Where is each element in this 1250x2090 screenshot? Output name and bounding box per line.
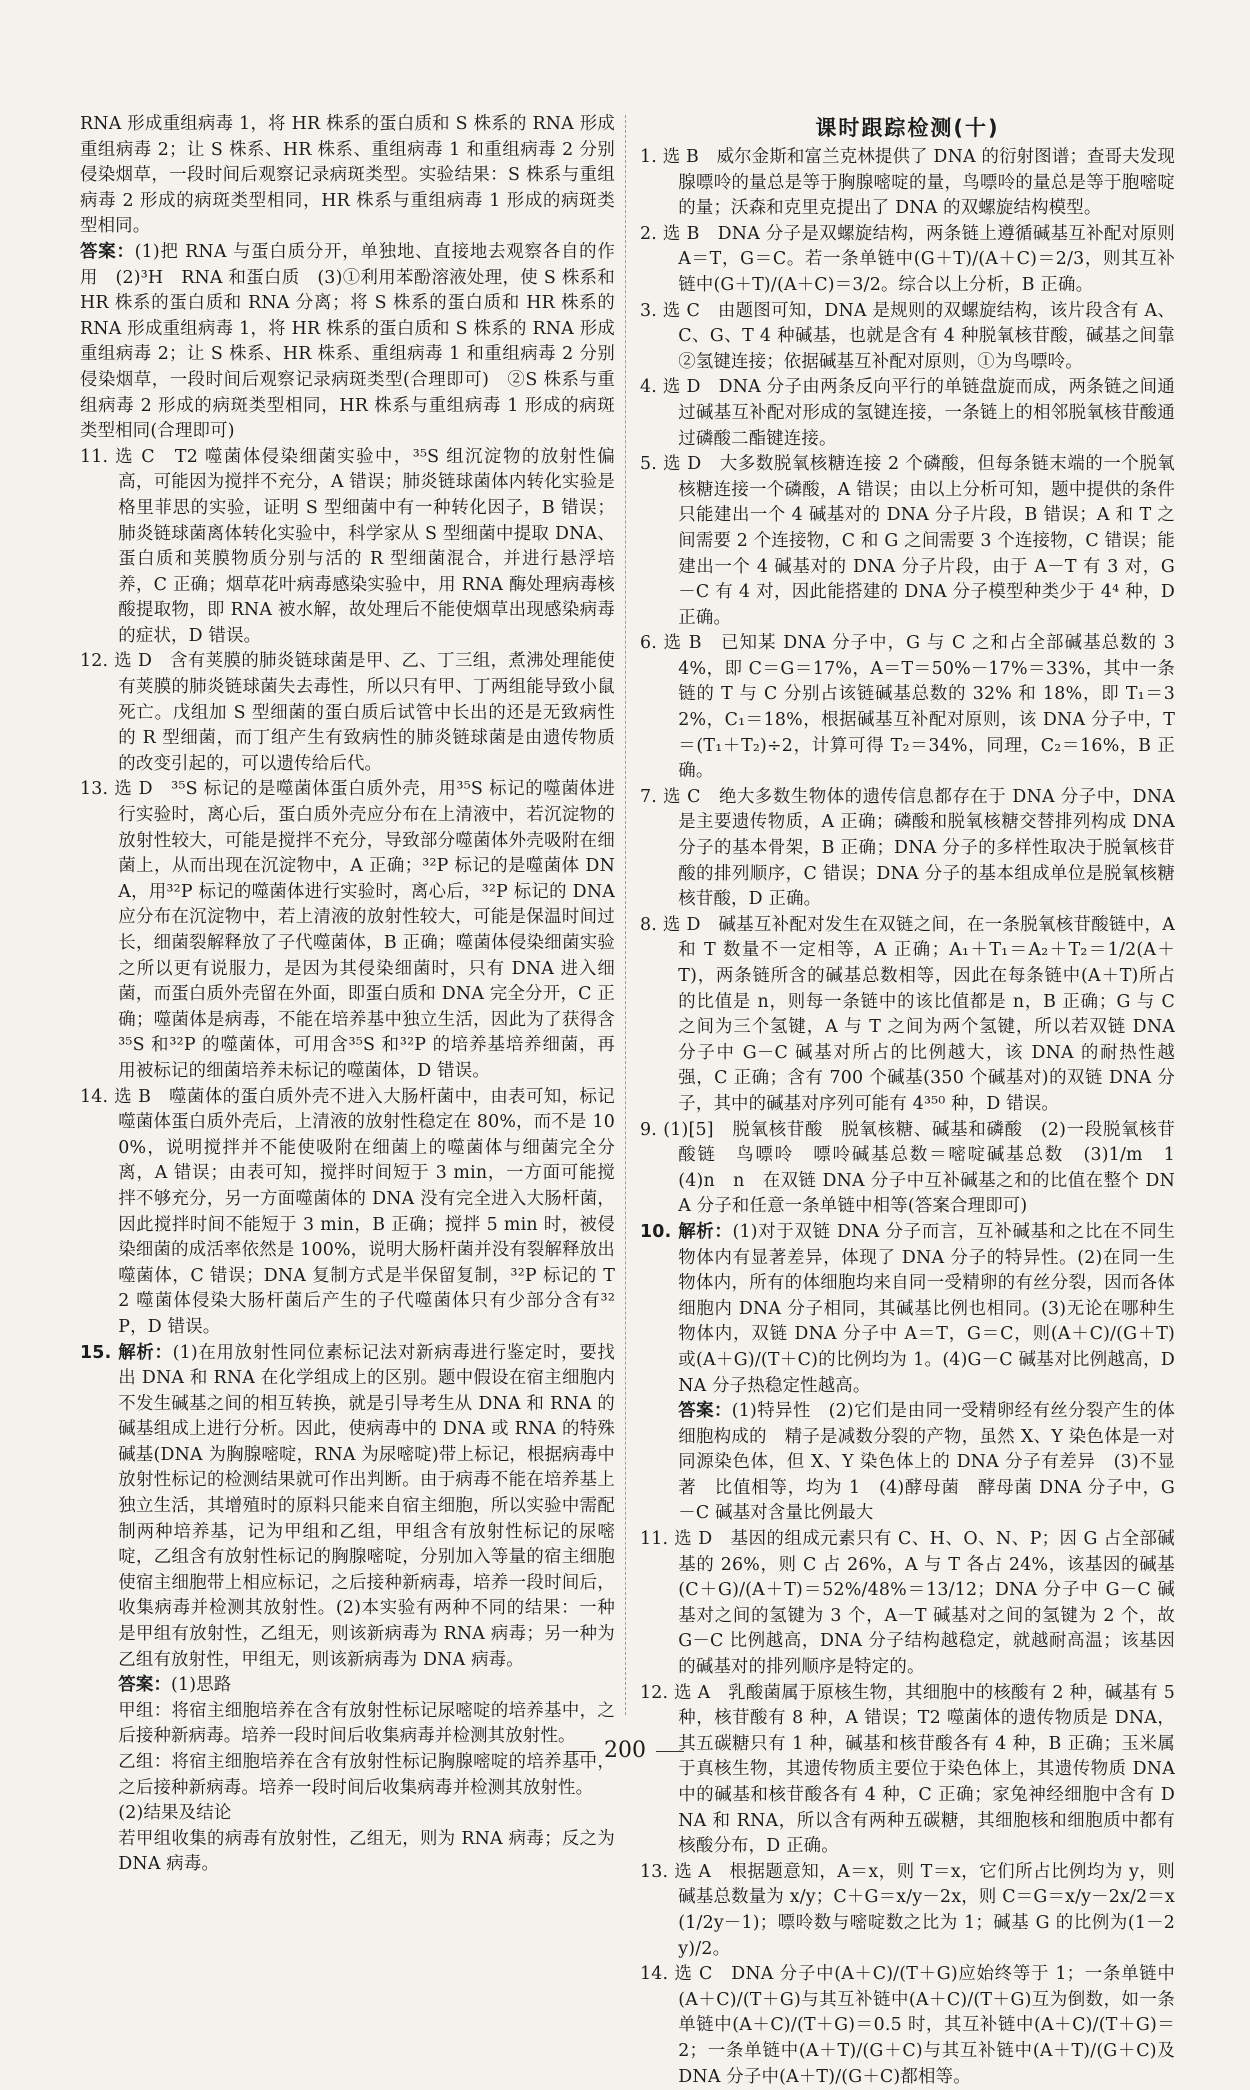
- question-10: [640, 1220, 1175, 1399]
- question-13: 13. 选 A 根据题意知，A＝x，则 T＝x，它们所占比例均为 y，则碱基总数量为 x/y；C＋G＝x/y－2x，则 C＝G＝x/y－2x/2＝x(1/2y－1)；嘌呤数与嘧啶数之比为 1；碱基 G 的比例为(1－2y)/2。: [640, 1861, 1175, 1959]
- question-6: 6. 选 B 已知某 DNA 分子中，G 与 C 之和占全部碱基总数的 34%，即 C＝G＝17%，A＝T＝50%－17%＝33%，其中一条链的 T 与 C 分别占该链碱基总数的 32% 和 18%，即 T₁＝32%，C₁＝18%，根据碱基互补配对原则，该 DNA 分子中，T＝(T₁＋T₂)÷2，计算可得 T₂＝34%，同理，C₂＝16%，B 正确。: [640, 633, 1175, 782]
- paragraph: RNA 形成重组病毒 1，将 HR 株系的蛋白质和 S 株系的 RNA 形成重组病毒 2；让 S 株系、HR 株系、重组病毒 1 和重组病毒 2 分别侵染烟草，一段时间后观察记录病斑类型。实验结果：S 株系与重组病毒 2 形成的病斑类型相同，HR 株系与重组病毒 1 形成的病斑类型相同。: [80, 114, 615, 237]
- question-12: 12. 选 A 乳酸菌属于原核生物，其细胞中的核酸有 2 种，碱基有 5 种，核苷酸有 8 种，A 错误；T2 噬菌体的遗传物质是 DNA，其五碳糖只有 1 种，碱基和核苷酸各有 4 种，B 正确；玉米属于真核生物，其遗传物质主要位于染色体上，其遗传物质 DNA 中的碱基和核苷酸各有 4 种，C 正确；家兔神经细胞中含有 DNA 和 RNA，所以含有两种五碳糖，其细胞核和细胞质中都有核酸分布，D 正确。: [640, 1682, 1175, 1857]
- question-8: 8. 选 D 碱基互补配对发生在双链之间，在一条脱氧核苷酸链中，A 和 T 数量不一定相等，A 正确；A₁＋T₁＝A₂＋T₂＝1/2(A＋T)，两条链所含的碱基总数相等，因此在每条链中(A＋T)所占的比值是 n，则每一条链中的该比值都是 n，B 正确；G 与 C 之间为三个氢键，A 与 T 之间为两个氢键，所以若双链 DNA 分子中 G－C 碱基对所占的比例越大，该 DNA 的耐热性越强，C 正确；含有 700 个碱基(350 个碱基对)的双链 DNA 分子，其中的碱基对序列可能有 4³⁵⁰ 种，D 错误。: [640, 914, 1175, 1114]
- question-9: 9. (1)[5] 脱氧核苷酸 脱氧核糖、碱基和磷酸 (2)一段脱氧核苷酸链 鸟嘌呤 嘌呤碱基总数＝嘧啶碱基总数 (3)1/m 1 (4)n n 在双链 DNA 分子中互补碱基之和的比值在整个 DNA 分子和任意一条单链中相等(答案合理即可): [640, 1119, 1193, 1217]
- page-number: 200: [604, 1738, 646, 1763]
- answer-line: 若甲组收集的病毒有放射性，乙组无，则为 RNA 病毒；反之为 DNA 病毒。: [118, 1828, 615, 1875]
- answer-line: (2)结果及结论: [118, 1803, 232, 1824]
- analysis-text: (1)对于双链 DNA 分子而言，互补碱基和之比在不同生物体内有显著差异，体现了 DNA 分子的特异性。(2)在同一生物体内，所有的体细胞均来自同一受精卵的有丝分裂，因而各体细胞内 DNA 分子相同，其碱基比例也相同。(3)无论在哪种生物体内，双链 DNA 分子中 A＝T，G＝C，则(A＋C)/(G＋T)或(A＋G)/(T＋C)的比例均为 1。(4)G－C 碱基对比例越高，DNA 分子热稳定性越高。: [678, 1221, 1175, 1396]
- left-column: [80, 112, 615, 1878]
- question-13: 13. 选 D ³⁵S 标记的是噬菌体蛋白质外壳，用³⁵S 标记的噬菌体进行实验时，离心后，蛋白质外壳应分布在上清液中，若沉淀物的放射性较大，可能是搅拌不充分，导致部分噬菌体外壳吸附在细菌上，从而出现在沉淀物中，A 正确；³²P 标记的是噬菌体 DNA，用³²P 标记的噬菌体进行实验时，离心后，³²P 标记的 DNA 应分布在沉淀物中，若上清液的放射性较大，可能是保温时间过长，细菌裂解释放了子代噬菌体，B 正确；噬菌体侵染细菌实验之所以更有说服力，是因为其侵染细菌时，只有 DNA 进入细菌，而蛋白质外壳留在外面，即蛋白质和 DNA 完全分开，C 正确；噬菌体是病毒，不能在培养基中独立生活，因此为了获得含³⁵S 和³²P 的噬菌体，可用含³⁵S 和³²P 的培养基培养细菌，再用被标记的细菌培养未标记的噬菌体，D 错误。: [80, 779, 615, 1081]
- question-11: 11. 选 D 基因的组成元素只有 C、H、O、N、P；因 G 占全部碱基的 26%，则 C 占 26%，A 与 T 各占 24%，该基因的碱基(C＋G)/(A＋T)＝52%/48%＝13/12；DNA 分子中 G－C 碱基对之间的氢键为 3 个，A－T 碱基对之间的氢键为 2 个，故 G－C 比例越高，DNA 分子结构越稳定，就越耐高温；该基因的碱基对的排列顺序是特定的。: [640, 1529, 1175, 1678]
- analysis-label: 10. 解析：: [640, 1221, 733, 1242]
- answer-block: [80, 1673, 615, 1699]
- question-14: 14. 选 C DNA 分子中(A＋C)/(T＋G)应始终等于 1；一条单链中(A＋C)/(T＋G)与其互补链中(A＋C)/(T＋G)互为倒数，如一条单链中(A＋C)/(T＋G)＝0.5 时，其互补链中(A＋C)/(T＋G)＝2；一条单链中(A＋T)/(G＋C)与其互补链中(A＋T)/(G＋C)及 DNA 分子中(A＋T)/(G＋C)都相等。: [640, 1964, 1175, 2087]
- question-14: 14. 选 B 噬菌体的蛋白质外壳不进入大肠杆菌中，由表可知，标记噬菌体蛋白质外壳后，上清液的放射性稳定在 80%，而不是 100%，说明搅拌并不能使吸附在细菌上的噬菌体与细菌完全分离，A 错误；由表可知，搅拌时间短于 3 min，一方面可能搅拌不够充分，另一方面噬菌体的 DNA 没有完全进入大肠杆菌，因此搅拌时间不能短于 3 min，B 正确；搅拌 5 min 时，被侵染细菌的成活率依然是 100%，说明大肠杆菌并没有裂解释放出噬菌体，C 错误；DNA 复制方式是半保留复制，³²P 标记的 T2 噬菌体侵染大肠杆菌后产生的子代噬菌体只有少部分含有³²P，D 错误。: [80, 1086, 615, 1337]
- answer-block: [640, 1399, 1175, 1527]
- section-title: 课时跟踪检测(十): [815, 116, 1000, 140]
- question-1: 1. 选 B 威尔金斯和富兰克林提供了 DNA 的衍射图谱；查哥夫发现腺嘌呤的量总是等于胸腺嘧啶的量，鸟嘌呤的量总是等于胞嘧啶的量；沃森和克里克提出了 DNA 的双螺旋结构模型。: [640, 147, 1175, 219]
- answer-line: 乙组：将宿主细胞培养在含有放射性标记胸腺嘧啶的培养基中，之后接种新病毒。培养一段时间后收集病毒并检测其放射性。: [118, 1752, 615, 1798]
- answer-text: (1)把 RNA 与蛋白质分开，单独地、直接地去观察各自的作用 (2)³H RNA 和蛋白质 (3)①利用苯酚溶液处理，使 S 株系和 HR 株系的蛋白质和 RNA 分离；将 S 株系的蛋白质和 HR 株系的 RNA 形成重组病毒 1，将 HR 株系的蛋白质和 S 株系的 RNA 形成重组病毒 2；让 S 株系、HR 株系、重组病毒 1 和重组病毒 2 分别侵染烟草，一段时间后观察记录病斑类型(合理即可) ②S 株系与重组病毒 2 形成的病斑类型相同，HR 株系与重组病毒 1 形成的病斑类型相同(合理即可): [80, 241, 615, 442]
- question-3: 3. 选 C 由题图可知，DNA 是规则的双螺旋结构，该片段含有 A、C、G、T 4 种碱基，也就是含有 4 种脱氧核苷酸，碱基之间靠②氢键连接；依据碱基互补配对原则，①为鸟嘌呤。: [640, 300, 1175, 372]
- right-column: [640, 145, 1193, 2090]
- question-15: [80, 1341, 615, 1674]
- question-11: 11. 选 C T2 噬菌体侵染细菌实验中，³⁵S 组沉淀物的放射性偏高，可能因为搅拌不充分，A 错误；肺炎链球菌体内转化实验是格里菲思的实验，证明 S 型细菌中有一种转化因子，B 错误；肺炎链球菌离体转化实验中，科学家从 S 型细菌中提取 DNA、蛋白质和荚膜物质分别与活的 R 型细菌混合，并进行悬浮培养，C 正确；烟草花叶病毒感染实验中，用 RNA 酶处理病毒核酸提取物，即 RNA 被水解，故处理后不能使烟草出现感染病毒的症状，D 错误。: [80, 446, 615, 646]
- column-divider: [625, 115, 626, 1715]
- dash-decoration: [656, 1751, 684, 1752]
- dash-decoration: [566, 1751, 594, 1752]
- question-2: 2. 选 B DNA 分子是双螺旋结构，两条链上遵循碱基互补配对原则 A＝T，G＝C。若一条单链中(G＋T)/(A＋C)＝2/3，则其互补链中(G＋T)/(A＋C)＝3/2。综合以上分析，B 正确。: [640, 223, 1175, 295]
- answer-line: 甲组：将宿主细胞培养在含有放射性标记尿嘧啶的培养基中，之后接种新病毒。培养一段时间后收集病毒并检测其放射性。: [118, 1700, 615, 1747]
- answer-label: 答案：: [678, 1401, 732, 1422]
- answer-label: 答案：: [118, 1675, 172, 1696]
- answer-block: [80, 240, 615, 445]
- question-12: 12. 选 D 含有荚膜的肺炎链球菌是甲、乙、丁三组，煮沸处理能使有荚膜的肺炎链球菌失去毒性，所以只有甲、丁两组能导致小鼠死亡。戊组加 S 型细菌的蛋白质后试管中长出的还是无致病性的 R 型细菌，而丁组产生有致病性的肺炎链球菌是由遗传物质的改变引起的，可以遗传给后代。: [80, 651, 615, 774]
- answer-text: (1)思路: [171, 1675, 232, 1696]
- answer-label: 答案：: [80, 241, 135, 262]
- question-4: 4. 选 D DNA 分子由两条反向平行的单链盘旋而成，两条链之间通过碱基互补配对形成的氢键连接，一条链上的相邻脱氧核苷酸通过磷酸二酯键连接。: [640, 377, 1175, 449]
- question-7: 7. 选 C 绝大多数生物体的遗传信息都存在于 DNA 分子中，DNA 是主要遗传物质，A 正确；磷酸和脱氧核糖交替排列构成 DNA 分子的基本骨架，B 正确；DNA 分子的多样性取决于脱氧核苷酸的排列顺序，C 错误；DNA 分子的基本组成单位是脱氧核糖核苷酸，D 正确。: [640, 786, 1175, 910]
- analysis-text: (1)在用放射性同位素标记法对新病毒进行鉴定时，要找出 DNA 和 RNA 在化学组成上的区别。题中假设在宿主细胞内不发生碱基之间的相互转换，就是引导考生从 DNA 和 RNA 的碱基组成上进行分析。因此，使病毒中的 DNA 或 RNA 的特殊碱基(DNA 为胸腺嘧啶，RNA 为尿嘧啶)带上标记，根据病毒中放射性标记的检测结果就可作出判断。由于病毒不能在培养基上独立生活，其增殖时的原料只能来自宿主细胞，所以实验中需配制两种培养基，记为甲组和乙组，甲组含有放射性标记的尿嘧啶，乙组含有放射性标记的胸腺嘧啶，分别加入等量的宿主细胞使宿主细胞带上相应标记，之后接种新病毒，培养一段时间后，收集病毒并检测其放射性。(2)本实验有两种不同的结果：一种是甲组有放射性，乙组无，则该新病毒为 RNA 病毒；另一种为乙组有放射性，甲组无，则该新病毒为 DNA 病毒。: [118, 1342, 615, 1670]
- page-number-footer: [0, 1738, 1250, 1763]
- answer-text: (1)特异性 (2)它们是由同一受精卵经有丝分裂产生的体细胞构成的 精子是减数分裂的产物，虽然 X、Y 染色体是一对同源染色体，但 X、Y 染色体上的 DNA 分子有差异 (3)不显著 比值相等，均为 1 (4)酵母菌 酵母菌 DNA 分子中，G－C 碱基对含量比例最大: [678, 1401, 1175, 1524]
- analysis-label: 15. 解析：: [80, 1342, 173, 1363]
- question-5: 5. 选 D 大多数脱氧核糖连接 2 个磷酸，但每条链末端的一个脱氧核糖连接一个磷酸，A 错误；由以上分析可知，题中提供的条件只能建出一个 4 碱基对的 DNA 分子片段，B 错误；A 和 T 之间需要 2 个连接物，C 和 G 之间需要 3 个连接物，C 错误；能建出一个 4 碱基对的 DNA 分子片段，由于 A－T 有 3 对，G－C 有 4 对，因此能搭建的 DNA 分子模型种类少于 4⁴ 种，D 正确。: [640, 454, 1175, 628]
